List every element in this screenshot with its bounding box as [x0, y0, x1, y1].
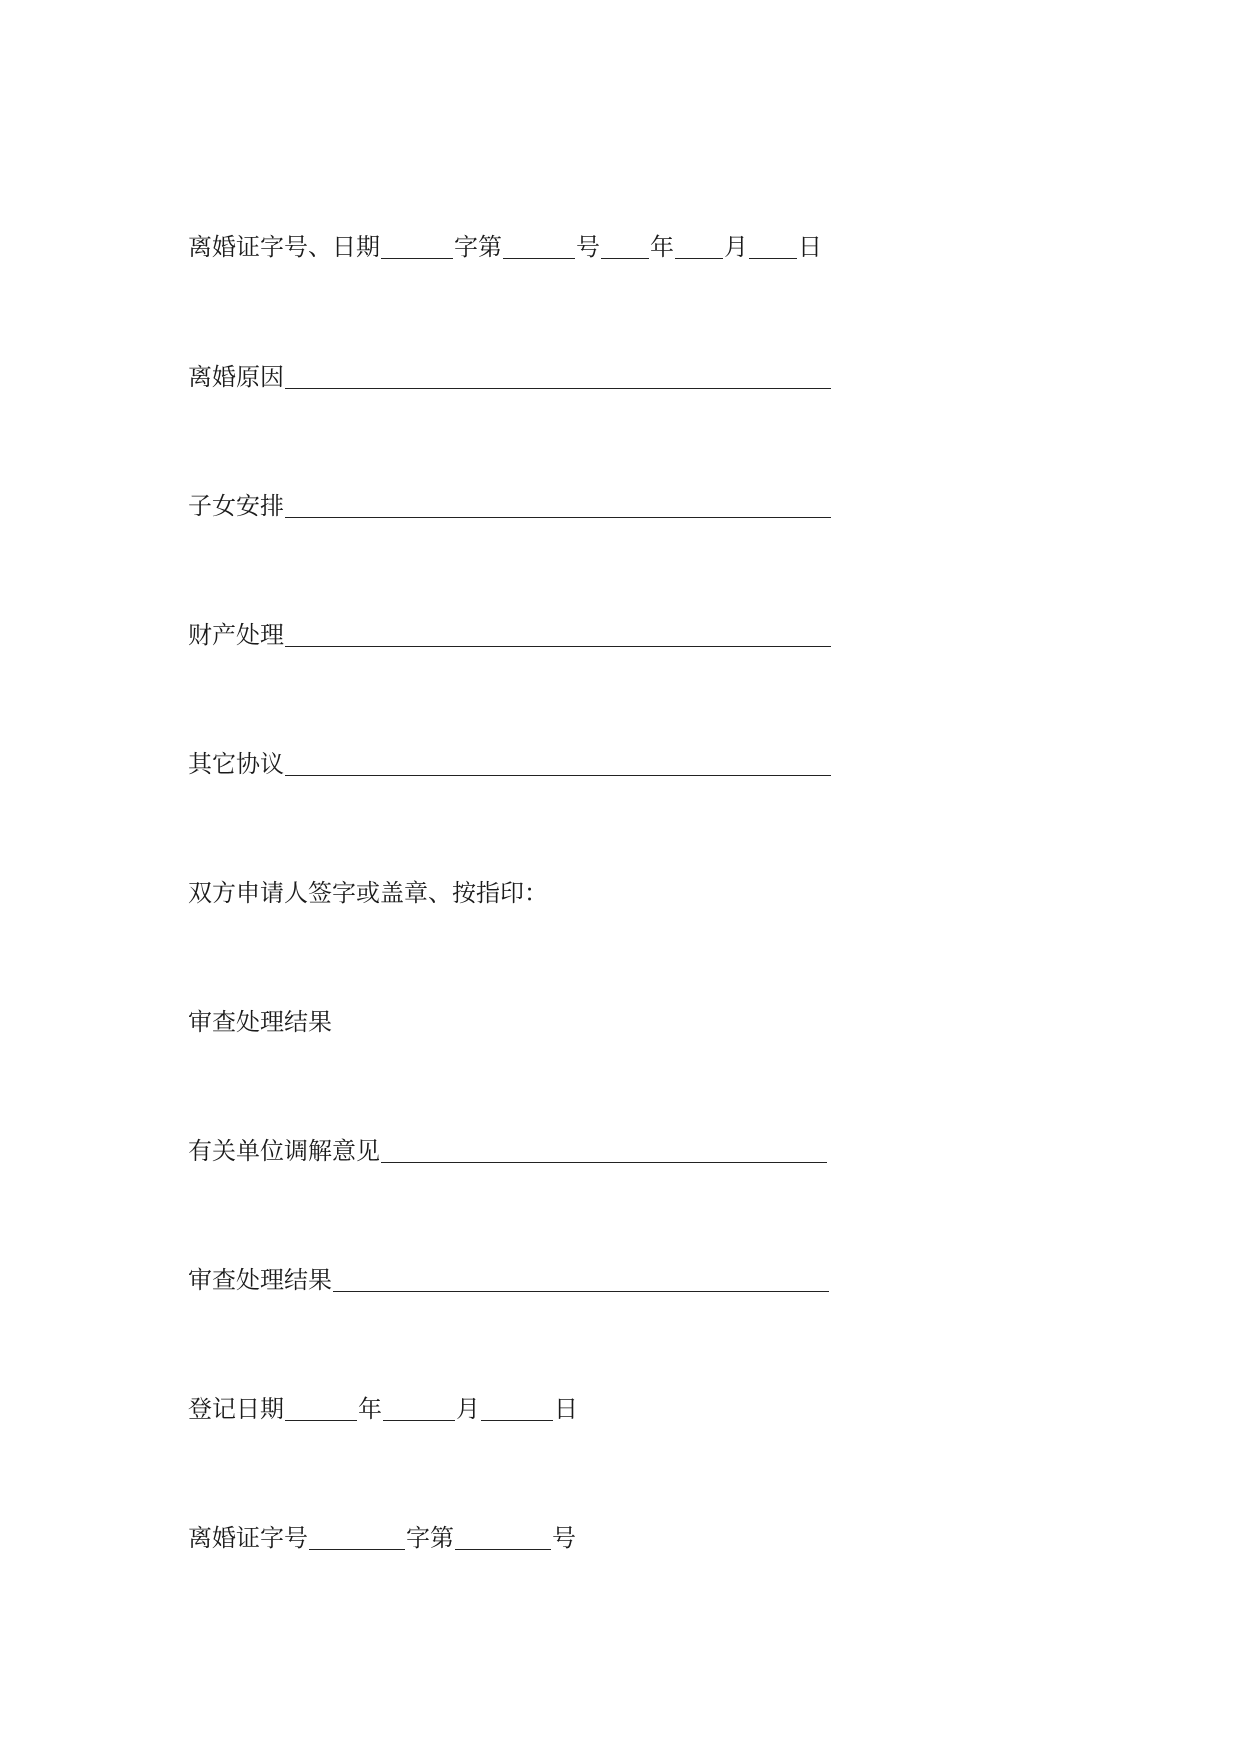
divorce-reason-blank[interactable] — [285, 364, 831, 389]
property-disposition-row — [188, 616, 832, 650]
unit-mediation-row — [188, 1132, 828, 1166]
divorce-cert-number-date-row — [188, 228, 822, 262]
year-blank[interactable] — [601, 234, 649, 259]
hao-label: 号 — [576, 233, 600, 261]
signature-instruction: 双方申请人签字或盖章、按指印： — [188, 879, 548, 907]
registration-month-blank[interactable] — [383, 1396, 455, 1421]
cert-word-blank[interactable] — [381, 234, 453, 259]
divorce-reason-row — [188, 358, 832, 392]
unit-mediation-blank[interactable] — [381, 1138, 827, 1163]
day-label: 日 — [798, 233, 822, 261]
certificate-number-label: 离婚证字号 — [188, 1524, 308, 1552]
children-arrangement-row — [188, 487, 832, 521]
other-agreements-label: 其它协议 — [188, 750, 284, 778]
cert-number-blank[interactable] — [503, 234, 575, 259]
review-result-row — [188, 1261, 830, 1295]
divorce-cert-number-date-label: 离婚证字号、日期 — [188, 233, 380, 261]
registration-day-label: 日 — [554, 1395, 578, 1423]
certificate-zi-di-label: 字第 — [406, 1524, 454, 1552]
registration-day-blank[interactable] — [481, 1396, 553, 1421]
divorce-reason-label: 离婚原因 — [188, 363, 284, 391]
registration-month-label: 月 — [456, 1395, 480, 1423]
children-arrangement-blank[interactable] — [285, 493, 831, 518]
month-blank[interactable] — [675, 234, 723, 259]
certificate-hao-label: 号 — [552, 1524, 576, 1552]
certificate-number-blank[interactable] — [455, 1525, 551, 1550]
zi-di-label: 字第 — [454, 233, 502, 261]
day-blank[interactable] — [749, 234, 797, 259]
children-arrangement-label: 子女安排 — [188, 492, 284, 520]
review-heading-row — [188, 1003, 332, 1037]
review-result-blank[interactable] — [333, 1267, 829, 1292]
registration-year-label: 年 — [358, 1395, 382, 1423]
registration-date-row — [188, 1390, 578, 1424]
review-result-label: 审查处理结果 — [188, 1266, 332, 1294]
signature-instruction-row — [188, 874, 548, 908]
property-disposition-blank[interactable] — [285, 622, 831, 647]
registration-year-blank[interactable] — [285, 1396, 357, 1421]
year-label: 年 — [650, 233, 674, 261]
certificate-word-blank[interactable] — [309, 1525, 405, 1550]
month-label: 月 — [724, 233, 748, 261]
certificate-number-row — [188, 1519, 576, 1553]
other-agreements-blank[interactable] — [285, 751, 831, 776]
registration-date-label: 登记日期 — [188, 1395, 284, 1423]
other-agreements-row — [188, 745, 832, 779]
review-heading: 审查处理结果 — [188, 1008, 332, 1036]
unit-mediation-label: 有关单位调解意见 — [188, 1137, 380, 1165]
property-disposition-label: 财产处理 — [188, 621, 284, 649]
